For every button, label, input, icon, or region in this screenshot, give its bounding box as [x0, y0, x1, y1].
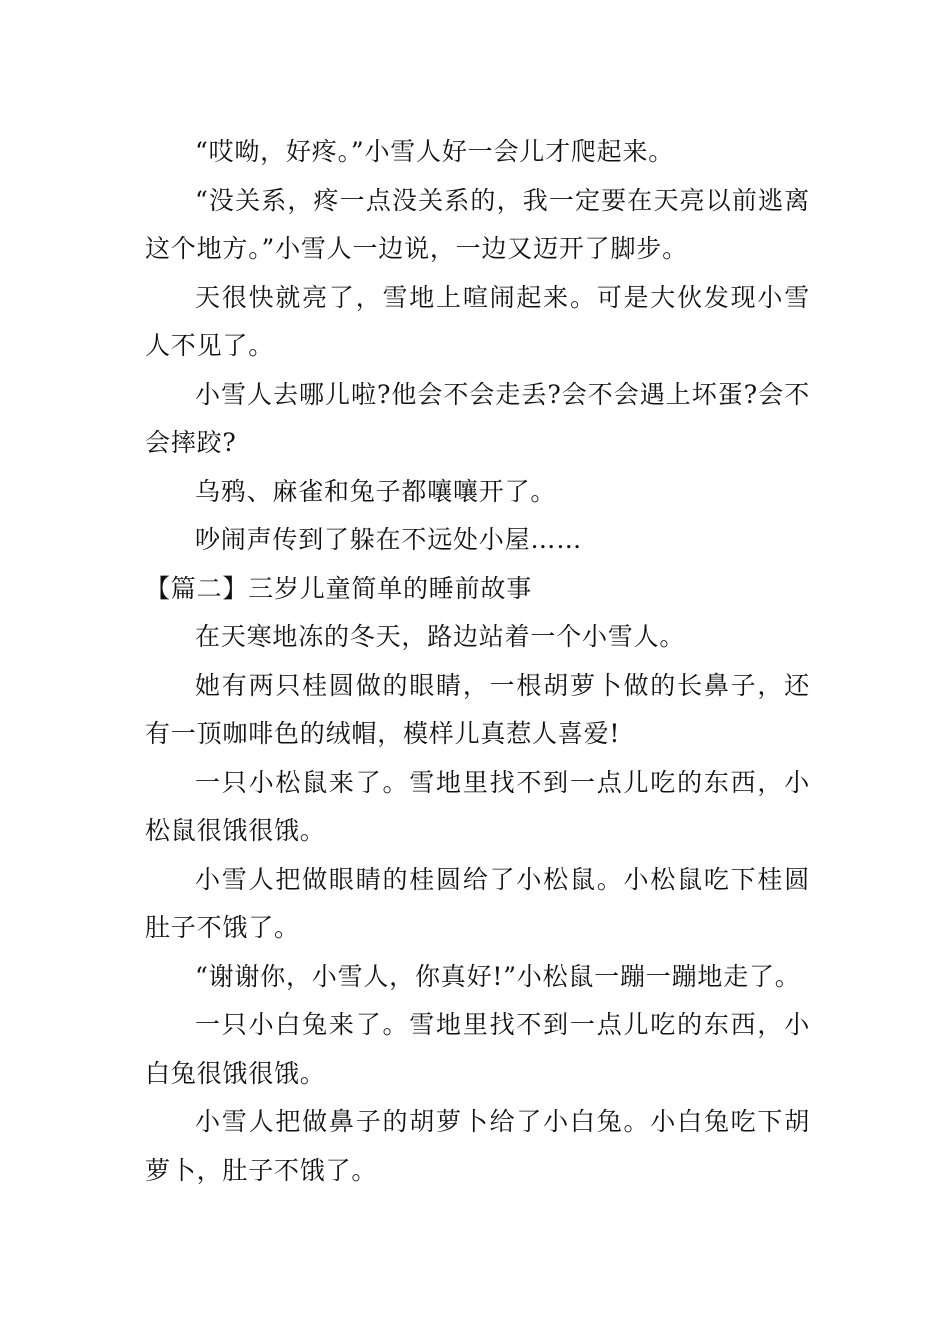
- paragraph: “没关系，疼一点没关系的，我一定要在天亮以前逃离这个地方。”小雪人一边说，一边又迈开了脚步。: [145, 185, 810, 263]
- paragraph: 小雪人把做鼻子的胡萝卜给了小白兔。小白兔吃下胡萝卜，肚子不饿了。: [145, 1107, 810, 1185]
- paragraph: “谢谢你，小雪人，你真好!”小松鼠一蹦一蹦地走了。: [195, 961, 801, 991]
- paragraph: 在天寒地冻的冬天，路边站着一个小雪人。: [195, 622, 686, 651]
- paragraph: 天很快就亮了，雪地上喧闹起来。可是大伙发现小雪人不见了。: [145, 282, 810, 360]
- paragraph: 吵闹声传到了躲在不远处小屋……: [195, 525, 583, 554]
- document-body: [145, 128, 810, 1195]
- paragraph: 小雪人把做眼睛的桂圆给了小松鼠。小松鼠吃下桂圆肚子不饿了。: [145, 864, 810, 942]
- paragraph: 乌鸦、麻雀和兔子都嚷嚷开了。: [195, 476, 557, 506]
- paragraph: 一只小白兔来了。雪地里找不到一点儿吃的东西，小白兔很饿很饿。: [145, 1010, 810, 1088]
- paragraph: “哎呦，好疼。”小雪人好一会儿才爬起来。: [195, 137, 675, 166]
- paragraph: 一只小松鼠来了。雪地里找不到一点儿吃的东西，小松鼠很饿很饿。: [145, 767, 810, 845]
- section-heading: 【篇二】三岁儿童简单的睡前故事: [145, 573, 533, 603]
- paragraph: 小雪人去哪儿啦?他会不会走丢?会不会遇上坏蛋?会不会摔跤?: [145, 379, 810, 457]
- paragraph: 她有两只桂圆做的眼睛，一根胡萝卜做的长鼻子，还有一顶咖啡色的绒帽，模样儿真惹人喜爱!: [145, 670, 810, 748]
